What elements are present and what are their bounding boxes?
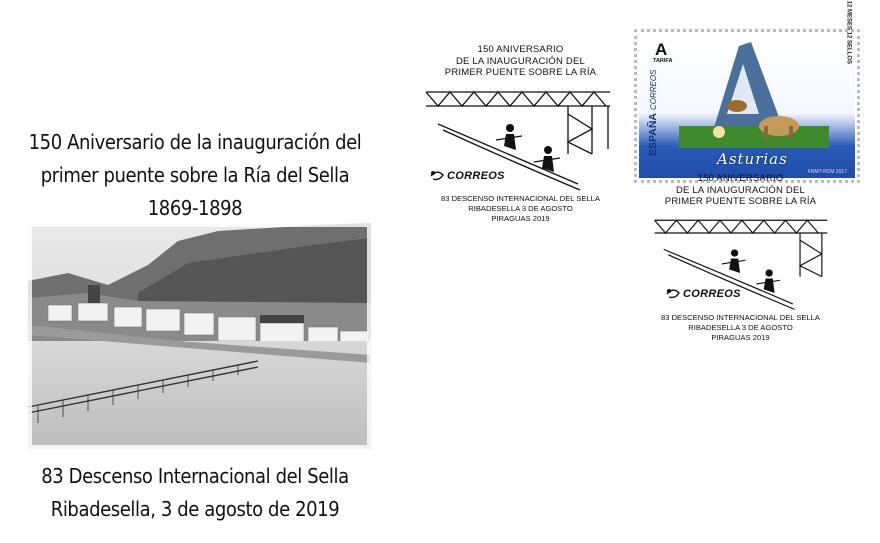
postmark-cancellation bbox=[418, 44, 623, 229]
postmark-footer-line: RIBADESELLA 3 DE AGOSTO bbox=[468, 204, 573, 213]
stamp-country bbox=[647, 70, 659, 156]
stamp-operator: CORREOS bbox=[649, 69, 658, 111]
postmark-title bbox=[638, 173, 843, 208]
stamp-region: Asturias bbox=[717, 150, 788, 168]
correos-logo-text: CORREOS bbox=[683, 288, 741, 300]
post-horn-icon bbox=[666, 288, 680, 300]
heading-line: primer puente sobre la Ría del Sella bbox=[40, 163, 350, 187]
heading-years: 1869-1898 bbox=[147, 196, 243, 220]
postmark-title-line: DE LA INAUGURACIÓN DEL bbox=[456, 55, 585, 67]
event-heading bbox=[20, 460, 370, 526]
postmark-cancellation bbox=[638, 173, 843, 358]
stamp-maker: FNMT-RCM 2017 bbox=[807, 169, 847, 175]
postmark-title-line: PRIMER PUENTE SOBRE LA RÍA bbox=[444, 67, 597, 78]
post-horn-icon bbox=[430, 170, 444, 182]
commemorative-heading bbox=[20, 126, 370, 225]
postmark-title-line: PRIMER PUENTE SOBRE LA RÍA bbox=[664, 196, 817, 207]
stamp-tarifa: TARIFA bbox=[653, 58, 673, 64]
heading-line: Ribadesella, 3 de agosto de 2019 bbox=[50, 497, 340, 521]
stamp-artwork bbox=[639, 0, 855, 178]
postmark-title-line: 150 ANIVERSARIO bbox=[697, 173, 784, 184]
postmark-footer-line: RIBADESELLA 3 DE AGOSTO bbox=[688, 323, 793, 332]
stamp-rate: A bbox=[655, 40, 668, 59]
postmark-footer-line: PIRAGUAS 2019 bbox=[711, 333, 770, 342]
postmark-title-line: 150 ANIVERSARIO bbox=[477, 44, 564, 55]
postmark-footer-line: 83 DESCENSO INTERNACIONAL DEL SELLA bbox=[661, 313, 820, 322]
postmark-footer-line: PIRAGUAS 2019 bbox=[491, 214, 550, 223]
stamp-series-text: 12 MESES 12 SELLOS bbox=[845, 0, 851, 64]
postmark-title-line: DE LA INAUGURACIÓN DEL bbox=[676, 184, 805, 196]
postmark-footer bbox=[418, 194, 623, 224]
postmark-footer-line: 83 DESCENSO INTERNACIONAL DEL SELLA bbox=[441, 194, 600, 203]
heading-line: 83 Descenso Internacional del Sella bbox=[41, 464, 349, 488]
correos-logo bbox=[430, 170, 505, 182]
correos-logo-text: CORREOS bbox=[447, 170, 505, 182]
heading-line: 150 Aniversario de la inauguración del bbox=[28, 130, 362, 154]
postmark-footer bbox=[638, 313, 843, 343]
postage-stamp bbox=[634, 0, 860, 183]
postmark-title bbox=[418, 44, 623, 79]
correos-logo bbox=[666, 288, 741, 300]
historic-bridge-photo bbox=[28, 223, 371, 449]
stamp-country-name: ESPAÑA bbox=[647, 113, 659, 156]
